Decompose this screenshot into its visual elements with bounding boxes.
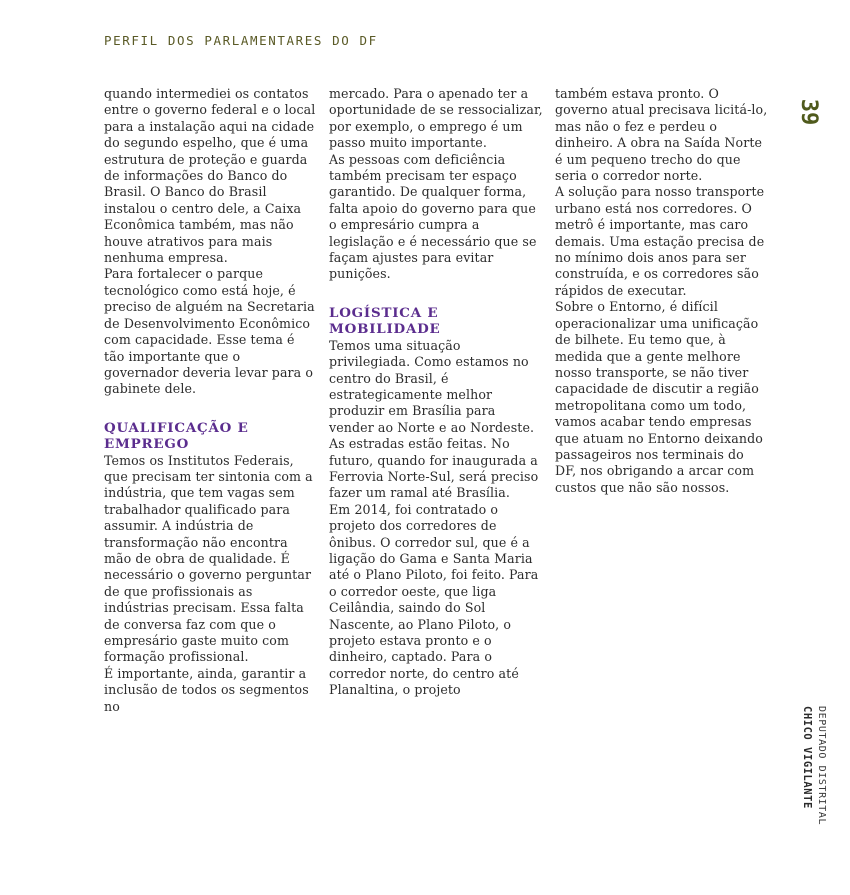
text-column-2 [329,86,543,699]
side-label-name: CHICO VIGILANTE [801,706,813,809]
body-paragraph: quando intermediei os contatos entre o governo federal e o local para a instalação aqui na cidade do segundo espelho, que é uma estrutura de proteção e guarda de informações do Banco do Brasil. O Banco do Brasil instalou o centro dele, a Caixa Econômica também, mas não houve atrativos para mais nenhuma empresa. [104,86,316,266]
body-paragraph: É importante, ainda, garantir a inclusão de todos os segmentos no [104,665,309,714]
body-paragraph: A solução para nosso transporte urbano está nos corredores. O metrô é importante, mas caro demais. Uma estação precisa de no mínimo dois anos para ser construída, e os corredores são rápidos de executar. [555,184,765,298]
text-column-1 [104,86,318,715]
text-column-3 [555,86,769,496]
body-paragraph: Para fortalecer o parque tecnológico como está hoje, é preciso de alguém na Secretaria de Desenvolvimento Econômico com capacidade. Esse tema é tão importante que o governador deveria levar para o gabinete dele. [104,266,315,397]
body-paragraph: Sobre o Entorno, é difícil operacionalizar uma unificação de bilhete. Eu temo que, à medida que a gente melhore nosso transporte, se não tiver capacidade de discutir a região metropolitana como um todo, vamos acabar tendo empresas que atuam no Entorno deixando passageiros nos terminais do DF, nos obrigando a arcar com custos que não são nossos. [555,299,763,495]
body-paragraph: Temos os Institutos Federais, que precisam ter sintonia com a indústria, que tem vagas sem trabalhador qualificado para assumir. A indústria de transformação não encontra mão de obra de qualidade. É necessário o governo perguntar de que profissionais as indústrias precisam. Essa falta de conversa faz com que o empresário gaste muito com formação profissional. [104,452,313,665]
body-paragraph: mercado. Para o apenado ter a oportunidade de se ressocializar, por exemplo, o emprego é um passo muito importante. [329,86,543,151]
side-label [792,706,828,846]
page-number: 39 [796,98,821,126]
section-heading-logistica: LOGÍSTICA E MOBILIDADE [329,304,441,338]
body-paragraph: As pessoas com deficiência também precisam ter espaço garantido. De qualquer forma, falta apoio do governo para que o empresário cumpra a legislação e é necessário que se façam ajustes para evitar punições. [329,151,537,282]
body-paragraph: Em 2014, foi contratado o projeto dos corredores de ônibus. O corredor sul, que é a ligação do Gama e Santa Maria até o Plano Piloto, foi feito. Para o corredor oeste, que liga Ceilândia, saindo do Sol Nascente, ao Plano Piloto, o projeto estava pronto e o dinheiro, captado. Para o corredor norte, do centro até Planaltina, o projeto [329,501,539,698]
body-paragraph: As estradas estão feitas. No futuro, quando for inaugurada a Ferrovia Norte-Sul, será preciso fazer um ramal até Brasília. [329,436,539,501]
body-paragraph: também estava pronto. O governo atual precisava licitá-lo, mas não o fez e perdeu o dinheiro. A obra na Saída Norte é um pequeno trecho do que seria o corredor norte. [555,86,768,184]
side-label-role: DEPUTADO DISTRITAL [816,706,827,826]
section-heading-qualificacao: QUALIFICAÇÃO E EMPREGO [104,419,249,453]
running-header: PERFIL DOS PARLAMENTARES DO DF [104,33,378,48]
body-paragraph: Temos uma situação privilegiada. Como estamos no centro do Brasil, é estrategicamente melhor produzir em Brasília para vender ao Norte e ao Nordeste. [329,337,535,435]
